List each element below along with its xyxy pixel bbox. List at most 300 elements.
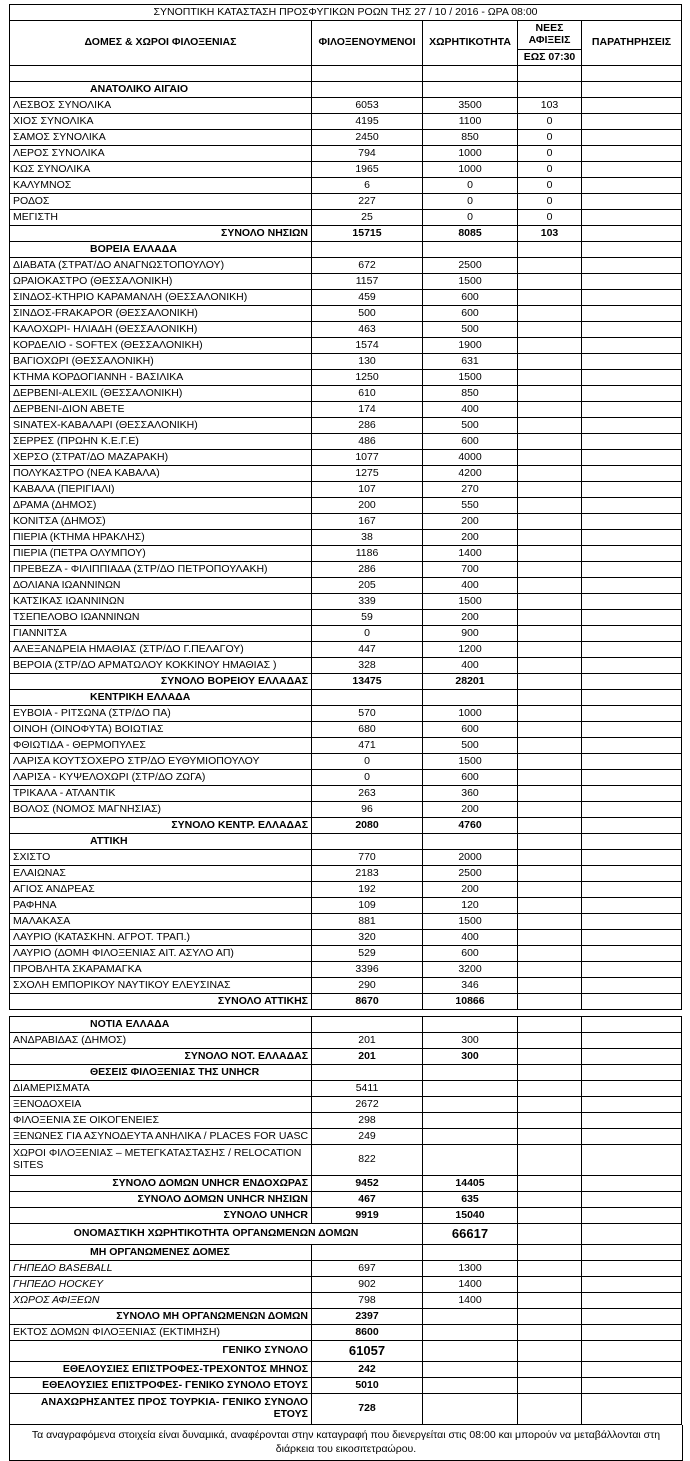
capacity-value <box>423 1362 518 1378</box>
structure-name: ΩΡΑΙΟΚΑΣΤΡΟ (ΘΕΣΣΑΛΟΝΙΚΗ) <box>10 274 312 290</box>
structure-name: ΓΙΑΝΝΙΤΣΑ <box>10 626 312 642</box>
grand-total-row <box>10 1341 682 1362</box>
capacity-value: 120 <box>423 898 518 914</box>
capacity-value: 600 <box>423 770 518 786</box>
section-heading: ΒΟΡΕΙΑ ΕΛΛΑΔΑ <box>10 242 312 258</box>
structure-name: ΑΝΑΧΩΡΗΣΑΝΤΕΣ ΠΡΟΣ ΤΟΥΡΚΙΑ- ΓΕΝΙΚΟ ΣΥΝΟΛΟ ΕΤΟΥΣ <box>10 1394 312 1425</box>
table-row <box>10 226 682 242</box>
table-row <box>10 930 682 946</box>
hosted-value: 459 <box>312 290 423 306</box>
structure-name: ΛΑΡΙΣΑ - ΚΥΨΕΛΟΧΩΡΙ (ΣΤΡ/ΔΟ ΖΩΓΑ) <box>10 770 312 786</box>
capacity-value: 300 <box>423 1049 518 1065</box>
capacity-value: 28201 <box>423 674 518 690</box>
hosted-value: 902 <box>312 1277 423 1293</box>
structure-name: ΒΟΛΟΣ (ΝΟΜΟΣ ΜΑΓΝΗΣΙΑΣ) <box>10 802 312 818</box>
arrivals-value <box>518 994 582 1010</box>
capacity-value: 0 <box>423 194 518 210</box>
structure-name: ΛΑΡΙΣΑ ΚΟΥΤΣΟΧΕΡΟ ΣΤΡ/ΔΟ ΕΥΘΥΜΙΟΠΟΥΛΟΥ <box>10 754 312 770</box>
hosted-value: 680 <box>312 722 423 738</box>
arrivals-value: 0 <box>518 146 582 162</box>
section-heading-row <box>10 242 682 258</box>
table-row <box>10 866 682 882</box>
empty-cell <box>423 82 518 98</box>
remarks-cell <box>582 498 682 514</box>
hosted-value: 6053 <box>312 98 423 114</box>
capacity-value: 200 <box>423 802 518 818</box>
capacity-value: 550 <box>423 498 518 514</box>
capacity-value: 1000 <box>423 162 518 178</box>
arrivals-value <box>518 418 582 434</box>
hosted-value: 822 <box>312 1145 423 1176</box>
arrivals-value: 0 <box>518 178 582 194</box>
remarks-cell <box>582 930 682 946</box>
capacity-value: 0 <box>423 178 518 194</box>
structure-name: ΧΙΟΣ ΣΥΝΟΛΙΚΑ <box>10 114 312 130</box>
section-heading-row <box>10 1245 682 1261</box>
remarks-cell <box>582 578 682 594</box>
structure-name: ΣΧΙΣΤΟ <box>10 850 312 866</box>
structure-name: ΕΥΒΟΙΑ - ΡΙΤΣΩΝΑ (ΣΤΡ/ΔΟ ΠΑ) <box>10 706 312 722</box>
capacity-value <box>423 1081 518 1097</box>
arrivals-value: 0 <box>518 162 582 178</box>
hosted-value: 25 <box>312 210 423 226</box>
arrivals-value <box>518 866 582 882</box>
table-row <box>10 1081 682 1097</box>
arrivals-value <box>518 818 582 834</box>
hosted-value: 328 <box>312 658 423 674</box>
section-heading-row <box>10 1017 682 1033</box>
structure-name: ΣΑΜΟΣ ΣΥΝΟΛΙΚΑ <box>10 130 312 146</box>
structure-name: ΒΑΓΙΟΧΩΡΙ (ΘΕΣΣΑΛΟΝΙΚΗ) <box>10 354 312 370</box>
capacity-value <box>423 1325 518 1341</box>
remarks-cell <box>582 674 682 690</box>
capacity-value: 300 <box>423 1033 518 1049</box>
remarks-cell <box>582 386 682 402</box>
table-row <box>10 850 682 866</box>
table-row <box>10 802 682 818</box>
arrivals-value: 103 <box>518 226 582 242</box>
empty-cell <box>518 242 582 258</box>
arrivals-value <box>518 1394 582 1425</box>
capacity-value: 1200 <box>423 642 518 658</box>
table-row <box>10 786 682 802</box>
structure-name: ΣΥΝΟΛΟ ΔΟΜΩΝ UNHCR ΝΗΣΙΩΝ <box>10 1192 312 1208</box>
capacity-value: 631 <box>423 354 518 370</box>
capacity-value: 270 <box>423 482 518 498</box>
page-title: ΣΥΝΟΠΤΙΚΗ ΚΑΤΑΣΤΑΣΗ ΠΡΟΣΦΥΓΙΚΩΝ ΡΟΩΝ ΤΗΣ 27 / 10 / 2016 - ΩΡΑ 08:00 <box>10 5 682 21</box>
grand-total-label: ΓΕΝΙΚΟ ΣΥΝΟΛΟ <box>10 1341 312 1362</box>
table-row <box>10 386 682 402</box>
capacity-value: 500 <box>423 322 518 338</box>
table-row <box>10 146 682 162</box>
capacity-value: 8085 <box>423 226 518 242</box>
remarks-cell <box>582 178 682 194</box>
capacity-value: 1000 <box>423 146 518 162</box>
capacity-value: 400 <box>423 402 518 418</box>
table-row <box>10 610 682 626</box>
empty-cell <box>518 1245 582 1261</box>
hosted-value: 2183 <box>312 866 423 882</box>
structure-name: ΔΙΑΒΑΤΑ (ΣΤΡΑΤ/ΔΟ ΑΝΑΓΝΩΣΤΟΠΟΥΛΟΥ) <box>10 258 312 274</box>
structure-name: ΤΣΕΠΕΛΟΒΟ ΙΩΑΝΝΙΝΩΝ <box>10 610 312 626</box>
capacity-value: 1400 <box>423 1277 518 1293</box>
remarks-cell <box>582 1081 682 1097</box>
capacity-value: 1300 <box>423 1261 518 1277</box>
table-row <box>10 194 682 210</box>
empty-cell <box>423 1341 518 1362</box>
remarks-cell <box>582 626 682 642</box>
arrivals-value <box>518 498 582 514</box>
nominal-capacity-row <box>10 1224 682 1245</box>
capacity-value: 200 <box>423 530 518 546</box>
structure-name: ΕΘΕΛΟΥΣΙΕΣ ΕΠΙΣΤΡΟΦΕΣ-ΤΡΕΧΟΝΤΟΣ ΜΗΝΟΣ <box>10 1362 312 1378</box>
remarks-cell <box>582 786 682 802</box>
hosted-value: 2450 <box>312 130 423 146</box>
empty-cell <box>423 66 518 82</box>
hosted-value: 1275 <box>312 466 423 482</box>
table-row <box>10 498 682 514</box>
remarks-cell <box>582 770 682 786</box>
remarks-cell <box>582 1145 682 1176</box>
table-row <box>10 978 682 994</box>
remarks-cell <box>582 754 682 770</box>
arrivals-value <box>518 738 582 754</box>
table-row <box>10 1097 682 1113</box>
remarks-cell <box>582 1378 682 1394</box>
arrivals-value <box>518 578 582 594</box>
empty-cell <box>423 1017 518 1033</box>
hosted-value: 286 <box>312 418 423 434</box>
structure-name: ΣΥΝΟΛΟ ΜΗ ΟΡΓΑΝΩΜΕΝΩΝ ΔΟΜΩΝ <box>10 1309 312 1325</box>
table-row <box>10 290 682 306</box>
capacity-value: 400 <box>423 658 518 674</box>
header-arrivals-sub: ΕΩΣ 07:30 <box>518 50 582 66</box>
arrivals-value <box>518 514 582 530</box>
table-row <box>10 466 682 482</box>
structure-name: ΠΙΕΡΙΑ (ΚΤΗΜΑ ΗΡΑΚΛΗΣ) <box>10 530 312 546</box>
table-row <box>10 354 682 370</box>
table-row <box>10 754 682 770</box>
remarks-cell <box>582 450 682 466</box>
structure-name: ΛΕΣΒΟΣ ΣΥΝΟΛΙΚΑ <box>10 98 312 114</box>
capacity-value: 500 <box>423 738 518 754</box>
hosted-value: 201 <box>312 1049 423 1065</box>
empty-cell <box>582 1224 682 1245</box>
arrivals-value <box>518 1309 582 1325</box>
table-row <box>10 530 682 546</box>
empty-cell <box>582 1017 682 1033</box>
capacity-value: 600 <box>423 290 518 306</box>
remarks-cell <box>582 98 682 114</box>
hosted-value: 471 <box>312 738 423 754</box>
remarks-cell <box>582 738 682 754</box>
hosted-value: 1157 <box>312 274 423 290</box>
grand-total-value: 61057 <box>312 1341 423 1362</box>
hosted-value: 201 <box>312 1033 423 1049</box>
remarks-cell <box>582 706 682 722</box>
arrivals-value <box>518 914 582 930</box>
hosted-value: 3396 <box>312 962 423 978</box>
structure-name: ΑΛΕΞΑΝΔΡΕΙΑ ΗΜΑΘΙΑΣ (ΣΤΡ/ΔΟ Γ.ΠΕΛΑΓΟΥ) <box>10 642 312 658</box>
arrivals-value <box>518 898 582 914</box>
remarks-cell <box>582 146 682 162</box>
capacity-value: 400 <box>423 930 518 946</box>
hosted-value: 486 <box>312 434 423 450</box>
empty-cell <box>582 690 682 706</box>
structure-name: ΧΩΡΟΙ ΦΙΛΟΞΕΝΙΑΣ – ΜΕΤΕΓΚΑΤΑΣΤΑΣΗΣ / RELOCATION SITES <box>10 1145 312 1176</box>
arrivals-value <box>518 882 582 898</box>
arrivals-value <box>518 770 582 786</box>
arrivals-value <box>518 962 582 978</box>
arrivals-value <box>518 1033 582 1049</box>
remarks-cell <box>582 1192 682 1208</box>
arrivals-value <box>518 930 582 946</box>
structure-name: ΣΥΝΟΛΟ ΔΟΜΩΝ UNHCR ΕΝΔΟΧΩΡΑΣ <box>10 1176 312 1192</box>
structure-name: ΣΥΝΟΛΟ ΒΟΡΕΙΟΥ ΕΛΛΑΔΑΣ <box>10 674 312 690</box>
hosted-value: 5411 <box>312 1081 423 1097</box>
remarks-cell <box>582 1033 682 1049</box>
structure-name: ΕΛΑΙΩΝΑΣ <box>10 866 312 882</box>
capacity-value: 200 <box>423 514 518 530</box>
structure-name: ΚΑΒΑΛΑ (ΠΕΡΙΓΙΑΛΙ) <box>10 482 312 498</box>
arrivals-value <box>518 642 582 658</box>
remarks-cell <box>582 210 682 226</box>
hosted-value: 130 <box>312 354 423 370</box>
hosted-value: 881 <box>312 914 423 930</box>
table-row <box>10 482 682 498</box>
hosted-value: 500 <box>312 306 423 322</box>
remarks-cell <box>582 1129 682 1145</box>
hosted-value: 13475 <box>312 674 423 690</box>
remarks-cell <box>582 946 682 962</box>
arrivals-value: 103 <box>518 98 582 114</box>
hosted-value: 5010 <box>312 1378 423 1394</box>
capacity-value: 4000 <box>423 450 518 466</box>
structure-name: ΣΥΝΟΛΟ ΑΤΤΙΚΗΣ <box>10 994 312 1010</box>
capacity-value <box>423 1097 518 1113</box>
empty-cell <box>312 690 423 706</box>
empty-cell <box>518 82 582 98</box>
table-row <box>10 706 682 722</box>
remarks-cell <box>582 722 682 738</box>
structure-name: ΔΕΡΒΕΝΙ-ALEXIL (ΘΕΣΣΑΛΟΝΙΚΗ) <box>10 386 312 402</box>
arrivals-value <box>518 850 582 866</box>
table-row <box>10 562 682 578</box>
arrivals-value <box>518 274 582 290</box>
capacity-value: 15040 <box>423 1208 518 1224</box>
arrivals-value <box>518 1192 582 1208</box>
capacity-value: 1100 <box>423 114 518 130</box>
hosted-value: 107 <box>312 482 423 498</box>
table-row <box>10 738 682 754</box>
empty-cell <box>582 834 682 850</box>
hosted-value: 320 <box>312 930 423 946</box>
arrivals-value <box>518 258 582 274</box>
hosted-value: 339 <box>312 594 423 610</box>
section-heading-row <box>10 1065 682 1081</box>
structure-name: ΤΡΙΚΑΛΑ - ΑΤΛΑΝΤΙΚ <box>10 786 312 802</box>
arrivals-value <box>518 370 582 386</box>
capacity-value: 200 <box>423 882 518 898</box>
arrivals-value <box>518 450 582 466</box>
arrivals-value <box>518 946 582 962</box>
arrivals-value <box>518 1113 582 1129</box>
structure-name: ΔΡΑΜΑ (ΔΗΜΟΣ) <box>10 498 312 514</box>
table-row <box>10 722 682 738</box>
arrivals-value <box>518 354 582 370</box>
arrivals-value: 0 <box>518 194 582 210</box>
remarks-cell <box>582 322 682 338</box>
hosted-value: 672 <box>312 258 423 274</box>
hosted-value: 174 <box>312 402 423 418</box>
table-row <box>10 338 682 354</box>
remarks-cell <box>582 258 682 274</box>
empty-cell <box>518 690 582 706</box>
capacity-value: 1400 <box>423 546 518 562</box>
remarks-cell <box>582 514 682 530</box>
arrivals-value <box>518 594 582 610</box>
hosted-value: 1250 <box>312 370 423 386</box>
arrivals-value: 0 <box>518 130 582 146</box>
structure-name: ΣΧΟΛΗ ΕΜΠΟΡΙΚΟΥ ΝΑΥΤΙΚΟΥ ΕΛΕΥΣΙΝΑΣ <box>10 978 312 994</box>
capacity-value: 360 <box>423 786 518 802</box>
hosted-value: 200 <box>312 498 423 514</box>
structure-name: ΑΝΔΡΑΒΙΔΑΣ (ΔΗΜΟΣ) <box>10 1033 312 1049</box>
empty-cell <box>312 1065 423 1081</box>
arrivals-value: 0 <box>518 114 582 130</box>
table-row <box>10 1394 682 1425</box>
remarks-cell <box>582 562 682 578</box>
capacity-value: 3500 <box>423 98 518 114</box>
empty-cell <box>312 242 423 258</box>
table-row <box>10 402 682 418</box>
arrivals-value <box>518 1208 582 1224</box>
remarks-cell <box>582 546 682 562</box>
hosted-value: 9919 <box>312 1208 423 1224</box>
hosted-value: 290 <box>312 978 423 994</box>
empty-cell <box>423 834 518 850</box>
table-row <box>10 274 682 290</box>
hosted-value: 15715 <box>312 226 423 242</box>
table-row <box>10 1293 682 1309</box>
hosted-value: 38 <box>312 530 423 546</box>
hosted-value: 192 <box>312 882 423 898</box>
table-row <box>10 1176 682 1192</box>
table-row <box>10 642 682 658</box>
remarks-cell <box>582 274 682 290</box>
remarks-cell <box>582 882 682 898</box>
table-row <box>10 626 682 642</box>
structure-name: ΚΟΝΙΤΣΑ (ΔΗΜΟΣ) <box>10 514 312 530</box>
empty-cell <box>518 1065 582 1081</box>
hosted-value: 109 <box>312 898 423 914</box>
remarks-cell <box>582 610 682 626</box>
table-top <box>9 4 682 1010</box>
arrivals-value <box>518 290 582 306</box>
table-row <box>10 1208 682 1224</box>
empty-cell <box>10 66 312 82</box>
remarks-cell <box>582 898 682 914</box>
structure-name: ΛΕΡΟΣ ΣΥΝΟΛΙΚΑ <box>10 146 312 162</box>
nominal-capacity-value: 66617 <box>423 1224 518 1245</box>
arrivals-value <box>518 1277 582 1293</box>
header-arrivals: ΝΕΕΣ ΑΦΙΞΕΙΣ <box>518 21 582 50</box>
arrivals-value <box>518 434 582 450</box>
empty-cell <box>518 1017 582 1033</box>
arrivals-value <box>518 402 582 418</box>
empty-cell <box>518 834 582 850</box>
empty-cell <box>518 1224 582 1245</box>
remarks-cell <box>582 1176 682 1192</box>
table-row <box>10 914 682 930</box>
remarks-cell <box>582 866 682 882</box>
empty-cell <box>518 66 582 82</box>
table-row <box>10 1277 682 1293</box>
arrivals-value <box>518 1378 582 1394</box>
capacity-value: 1000 <box>423 706 518 722</box>
hosted-value: 1077 <box>312 450 423 466</box>
capacity-value: 1500 <box>423 754 518 770</box>
remarks-cell <box>582 594 682 610</box>
remarks-cell <box>582 402 682 418</box>
header-capacity: ΧΩΡΗΤΙΚΟΤΗΤΑ <box>423 21 518 66</box>
remarks-cell <box>582 434 682 450</box>
hosted-value: 447 <box>312 642 423 658</box>
structure-name: ΚΑΛΟΧΩΡΙ- ΗΛΙΑΔΗ (ΘΕΣΣΑΛΟΝΙΚΗ) <box>10 322 312 338</box>
remarks-cell <box>582 306 682 322</box>
table-row <box>10 770 682 786</box>
header-structures: ΔΟΜΕΣ & ΧΩΡΟΙ ΦΙΛΟΞΕΝΙΑΣ <box>10 21 312 66</box>
empty-cell <box>312 1017 423 1033</box>
table-row <box>10 258 682 274</box>
remarks-cell <box>582 418 682 434</box>
arrivals-value <box>518 546 582 562</box>
remarks-cell <box>582 290 682 306</box>
structure-name: ΚΑΛΥΜΝΟΣ <box>10 178 312 194</box>
capacity-value: 1500 <box>423 370 518 386</box>
structure-name: ΦΘΙΩΤΙΔΑ - ΘΕΡΜΟΠΥΛΕΣ <box>10 738 312 754</box>
capacity-value: 850 <box>423 130 518 146</box>
structure-name: ΚΟΡΔΕΛΙΟ - SOFTEX (ΘΕΣΣΑΛΟΝΙΚΗ) <box>10 338 312 354</box>
arrivals-value <box>518 1145 582 1176</box>
table-row <box>10 98 682 114</box>
remarks-cell <box>582 338 682 354</box>
structure-name: ΚΑΤΣΙΚΑΣ ΙΩΑΝΝΙΝΩΝ <box>10 594 312 610</box>
capacity-value: 600 <box>423 434 518 450</box>
hosted-value: 570 <box>312 706 423 722</box>
remarks-cell <box>582 642 682 658</box>
blank-row <box>10 66 682 82</box>
hosted-value: 0 <box>312 770 423 786</box>
arrivals-value <box>518 706 582 722</box>
remarks-cell <box>582 962 682 978</box>
structure-name: ΚΩΣ ΣΥΝΟΛΙΚΑ <box>10 162 312 178</box>
arrivals-value <box>518 1362 582 1378</box>
capacity-value: 400 <box>423 578 518 594</box>
capacity-value <box>423 1113 518 1129</box>
remarks-cell <box>582 818 682 834</box>
capacity-value <box>423 1309 518 1325</box>
arrivals-value <box>518 786 582 802</box>
remarks-cell <box>582 1277 682 1293</box>
table-row <box>10 578 682 594</box>
arrivals-value <box>518 1325 582 1341</box>
table-row <box>10 1192 682 1208</box>
structure-name: ΕΘΕΛΟΥΣΙΕΣ ΕΠΙΣΤΡΟΦΕΣ- ΓΕΝΙΚΟ ΣΥΝΟΛΟ ΕΤΟΥΣ <box>10 1378 312 1394</box>
capacity-value: 14405 <box>423 1176 518 1192</box>
structure-name: ΔΙΑΜΕΡΙΣΜΑΤΑ <box>10 1081 312 1097</box>
table-row <box>10 130 682 146</box>
